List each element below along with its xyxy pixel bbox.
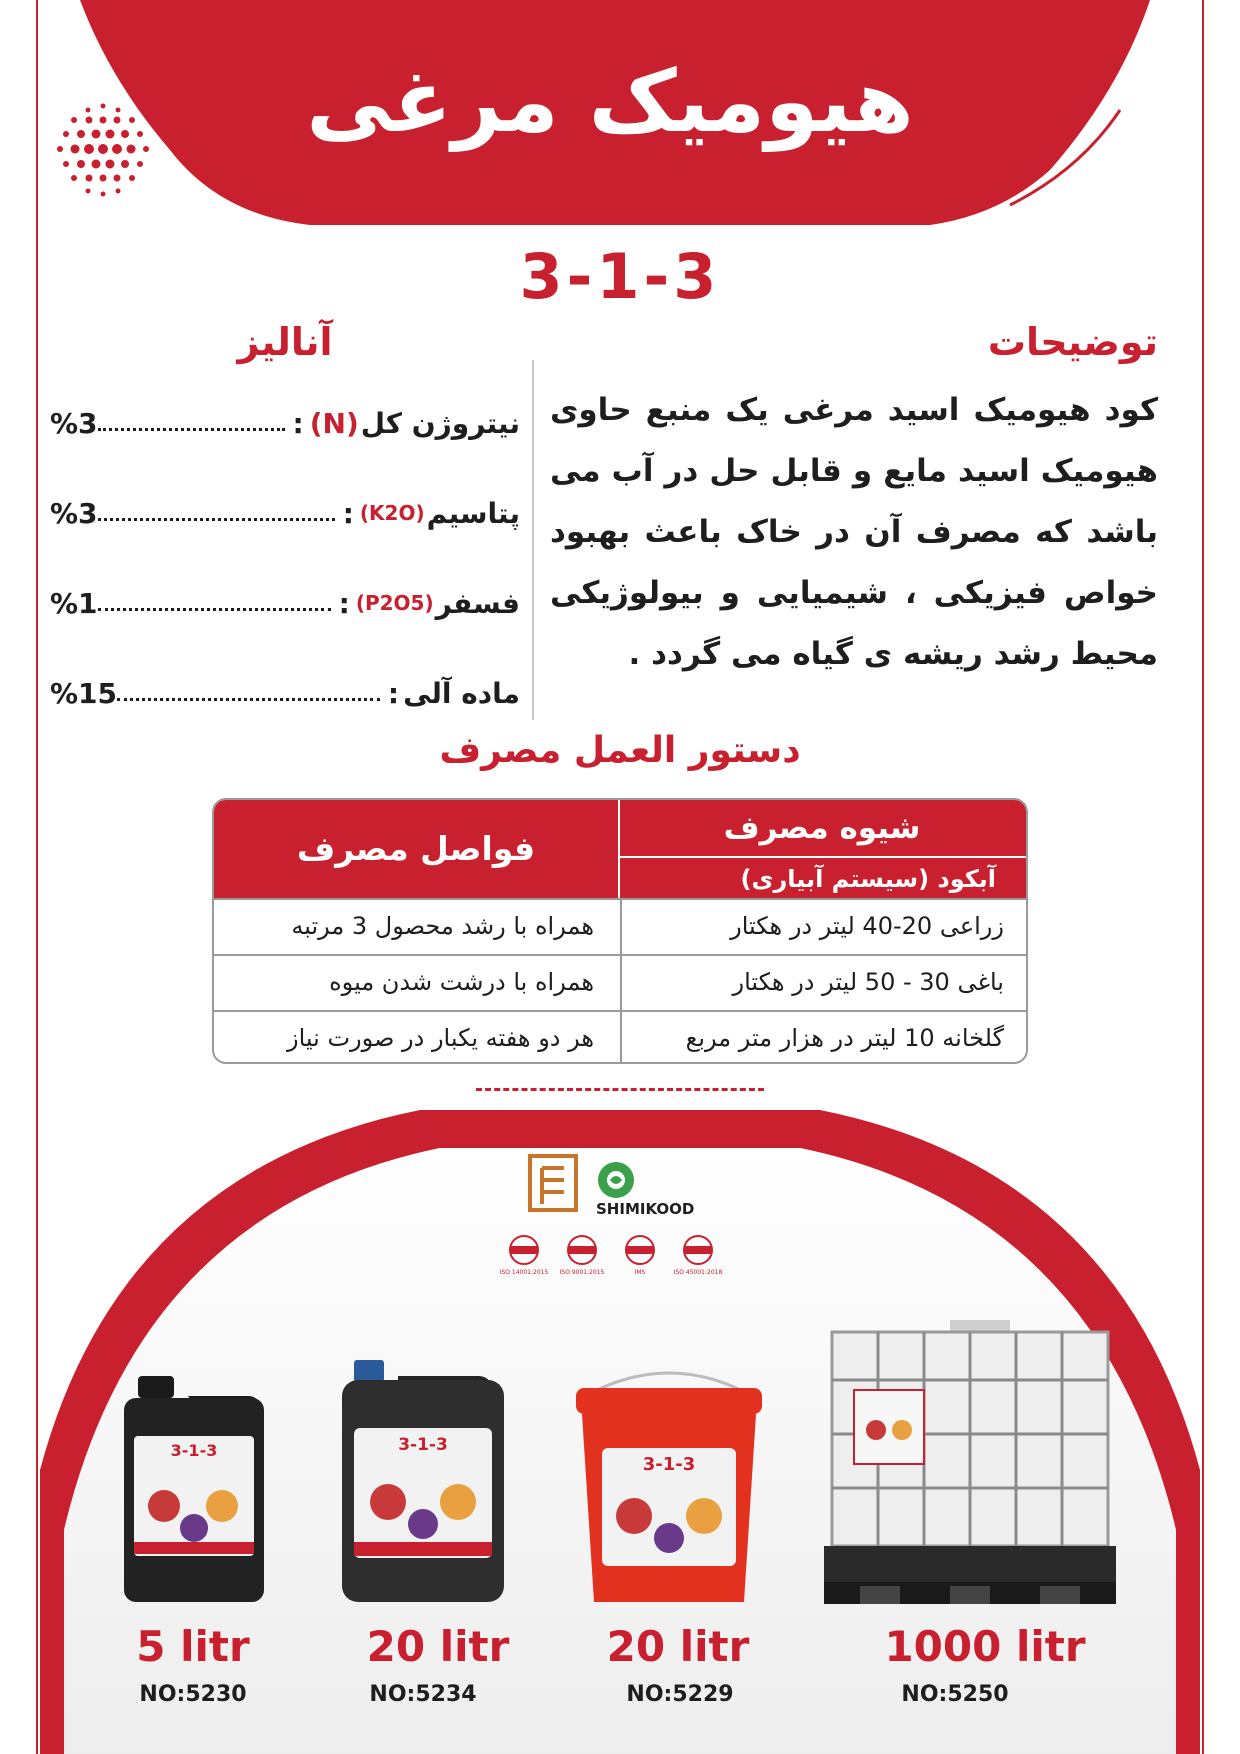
- analysis-item-value: %1: [50, 586, 98, 620]
- product-size-label: 20 litr: [606, 1622, 750, 1671]
- product-code-label: NO:5229: [626, 1682, 734, 1707]
- brand-name: SHIMIKOOD: [596, 1200, 695, 1218]
- svg-text:3-1-3: 3-1-3: [170, 1441, 218, 1460]
- certification-badges: [496, 1232, 726, 1278]
- sazan-mazan-logo-icon: [530, 1156, 576, 1210]
- shimikood-logo-icon: [598, 1162, 634, 1198]
- svg-text:3-1-3: 3-1-3: [642, 1454, 696, 1475]
- analysis-item-formula: (N): [309, 406, 359, 440]
- usage-table: [212, 798, 1028, 1064]
- table-row: [214, 898, 1028, 954]
- header-interval: فواصل مصرف: [214, 800, 620, 898]
- analysis-section: [50, 320, 520, 738]
- analysis-colon: :: [387, 676, 400, 710]
- description-title: توضیحات: [987, 320, 1158, 364]
- npk-formula: 3-1-3: [519, 240, 721, 313]
- svg-text:3-1-3: 3-1-3: [398, 1435, 448, 1455]
- product-code-label: NO:5234: [369, 1682, 477, 1707]
- interval-cell: همراه با رشد محصول 3 مرتبه: [214, 900, 622, 954]
- analysis-item-name: پتاسیم: [426, 496, 520, 530]
- dashed-separator: [476, 1088, 764, 1091]
- product-bucket-image: [572, 1358, 766, 1606]
- method-cell: گلخانه 10 لیتر در هزار متر مربع: [685, 1024, 1004, 1052]
- cert-code: ISO 45001:2018: [673, 1269, 723, 1276]
- analysis-item-name: فسفر: [435, 586, 520, 620]
- analysis-item-value: %3: [50, 406, 98, 440]
- analysis-colon: :: [292, 406, 304, 440]
- product-size-label: 20 litr: [366, 1622, 510, 1671]
- analysis-item-formula: (P2O5): [355, 591, 434, 615]
- description-body: کود هیومیک اسید مرغی یک منبع حاوی هیومیک اسید مایع و قابل حل در آب می باشد که مصرف آن در خاک باعث بهبود خواص فیزیکی ، شیمیایی و بیولوژیکی محیط رشد ریشه ی گیاه می گردد .: [550, 392, 1158, 672]
- usage-title: دستور العمل مصرف: [439, 730, 801, 771]
- analysis-row-phosphorus: [50, 558, 520, 648]
- method-cell: باغی 30 - 50 لیتر در هکتار: [732, 968, 1004, 996]
- header-method-sub: آبکود (سیستم آبیاری): [618, 856, 1026, 898]
- analysis-item-name: ماده آلی: [403, 676, 520, 710]
- analysis-colon: :: [338, 586, 350, 620]
- dotted-leader: [98, 511, 335, 521]
- cert-code: ISO 9001:2015: [559, 1269, 605, 1276]
- analysis-item-name: نیتروژن کل: [360, 406, 520, 440]
- description-section: [550, 320, 1158, 685]
- product-code-label: NO:5250: [901, 1682, 1009, 1707]
- analysis-colon: :: [342, 496, 354, 530]
- analysis-item-value: %3: [50, 496, 98, 530]
- product-jerrycan-large-image: [338, 1352, 508, 1606]
- product-jerrycan-small-image: [118, 1366, 268, 1606]
- header-method: شیوه مصرف: [618, 800, 1026, 856]
- method-cell: زراعی 20-40 لیتر در هکتار: [730, 912, 1004, 940]
- table-row: [214, 1010, 1028, 1064]
- dotted-leader: [98, 421, 285, 431]
- analysis-row-potassium: [50, 468, 520, 558]
- page-title: هیومیک مرغی: [306, 52, 914, 152]
- interval-cell: همراه با درشت شدن میوه: [214, 956, 622, 1010]
- cert-code: ISO 14001:2015: [499, 1269, 549, 1276]
- column-divider: [532, 360, 534, 720]
- table-row: [214, 954, 1028, 1010]
- analysis-item-formula: (K2O): [359, 501, 425, 525]
- product-size-label: 1000 litr: [884, 1622, 1086, 1671]
- dotted-leader: [98, 601, 331, 611]
- interval-cell: هر دو هفته یکبار در صورت نیاز: [214, 1012, 622, 1064]
- analysis-row-nitrogen: [50, 378, 520, 468]
- analysis-row-organic-matter: [50, 648, 520, 738]
- cert-code: IMS: [634, 1269, 646, 1276]
- product-size-label: 5 litr: [136, 1622, 250, 1671]
- iso-badge-icon: [510, 1236, 712, 1264]
- analysis-item-value: %15: [50, 676, 118, 710]
- dotted-leader: [117, 691, 380, 701]
- dots-decoration-icon: [48, 96, 158, 206]
- product-ibc-tank-image: [820, 1318, 1120, 1608]
- analysis-title: آنالیز: [237, 320, 333, 364]
- product-code-label: NO:5230: [139, 1682, 247, 1707]
